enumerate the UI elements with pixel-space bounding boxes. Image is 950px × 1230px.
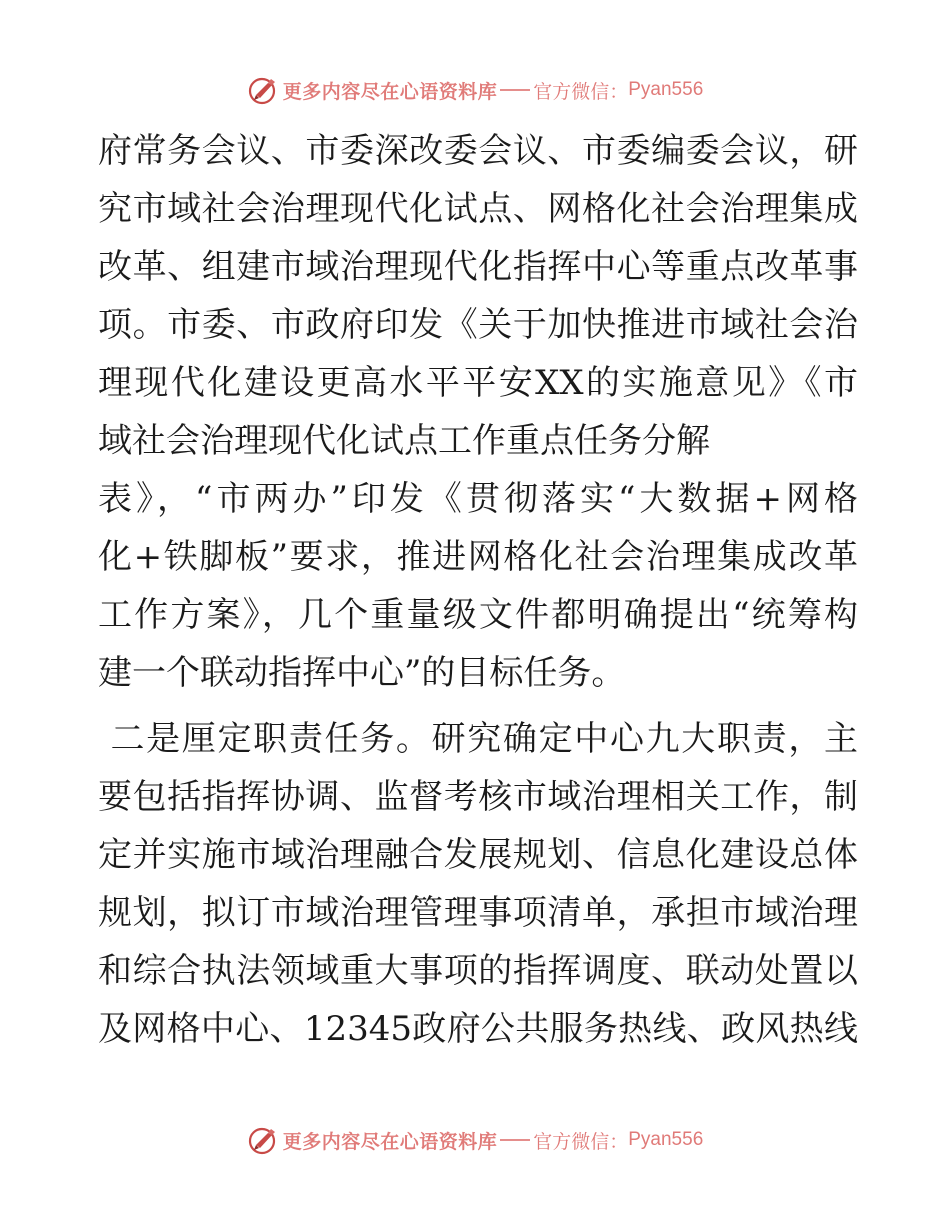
watermark-dash xyxy=(500,89,530,91)
text-line: 究市域社会治理现代化试点、网格化社会治理集成 xyxy=(98,189,858,229)
text-line: 工作方案》，几个重量级文件都明确提出“统筹构 xyxy=(98,595,858,635)
text-line: 改革、组建市域治理现代化指挥中心等重点改革事 xyxy=(98,247,858,287)
text-line: 要包括指挥协调、监督考核市域治理相关工作，制 xyxy=(98,777,858,817)
watermark-wechat-id: Pyan556 xyxy=(628,79,704,100)
watermark-official-label: 官方微信： xyxy=(533,1130,629,1153)
footer-watermark xyxy=(0,1122,950,1158)
document-body xyxy=(98,122,858,1058)
paragraph-gap xyxy=(98,702,858,710)
text-line: 化+铁脚板”要求，推进网格化社会治理集成改革 xyxy=(98,537,858,577)
watermark-wechat-id: Pyan556 xyxy=(628,1129,704,1150)
paragraph-2 xyxy=(98,710,858,1058)
pen-logo-icon xyxy=(247,1124,279,1156)
text-line: 理现代化建设更高水平平安XX的实施意见》《市 xyxy=(98,363,858,403)
pen-logo-icon xyxy=(247,74,279,106)
text-line: 定并实施市域治理融合发展规划、信息化建设总体 xyxy=(98,835,858,875)
text-line: 及网格中心、12345政府公共服务热线、政风热线 xyxy=(98,1009,858,1049)
header-watermark xyxy=(0,72,950,108)
text-line: 表》，“市两办”印发《贯彻落实“大数据+网格 xyxy=(98,479,858,519)
text-line: 规划，拟订市域治理管理事项清单，承担市域治理 xyxy=(98,893,858,933)
watermark-official-label: 官方微信： xyxy=(533,80,629,103)
watermark-text: 更多内容尽在心语资料库 xyxy=(282,80,498,103)
watermark-dash xyxy=(500,1139,530,1141)
text-line: 府常务会议、市委深改委会议、市委编委会议，研 xyxy=(98,131,858,171)
text-line: 二是厘定职责任务。研究确定中心九大职责，主 xyxy=(98,719,858,759)
watermark-text: 更多内容尽在心语资料库 xyxy=(282,1130,498,1153)
paragraph-1 xyxy=(98,122,858,702)
text-line: 域社会治理现代化试点工作重点任务分解 xyxy=(98,421,710,461)
text-line: 和综合执法领域重大事项的指挥调度、联动处置以 xyxy=(98,951,858,991)
text-line: 建一个联动指挥中心”的目标任务。 xyxy=(98,653,626,693)
text-line: 项。市委、市政府印发《关于加快推进市域社会治 xyxy=(98,305,858,345)
